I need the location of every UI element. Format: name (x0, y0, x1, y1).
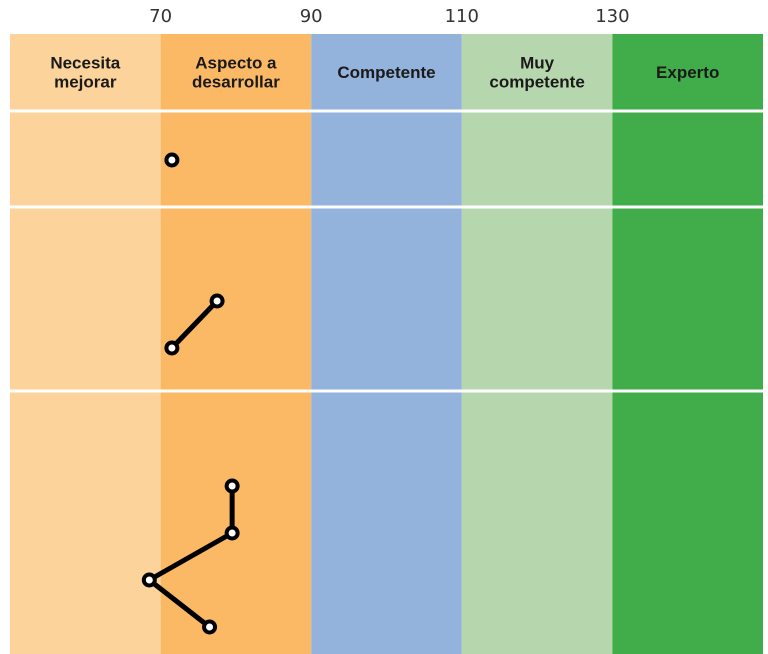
profile-point-1-1 (166, 343, 177, 354)
profile-panel-0 (166, 155, 177, 166)
band-body-1 (161, 110, 312, 654)
x-tick-label-110: 110 (444, 6, 479, 27)
band-label-1-line-1: desarrollar (191, 72, 280, 92)
profile-point-1-0 (212, 296, 223, 307)
score-bands (10, 34, 763, 654)
profile-point-2-2 (144, 575, 155, 586)
band-label-0-line-0: Necesita (50, 53, 121, 73)
band-body-3 (462, 110, 613, 654)
band-label-4-line-0: Experto (656, 63, 720, 82)
x-tick-label-70: 70 (149, 6, 173, 27)
x-tick-label-130: 130 (595, 6, 630, 27)
band-label-3-line-0: Muy (520, 53, 555, 73)
band-body-2 (311, 110, 462, 654)
band-body-0 (10, 110, 161, 654)
band-label-3-line-1: competente (489, 72, 585, 92)
profile-point-2-1 (227, 528, 238, 539)
x-tick-label-90: 90 (299, 6, 323, 27)
profile-point-2-3 (204, 622, 215, 633)
profile-point-2-0 (227, 481, 238, 492)
profile-point-0-0 (166, 155, 177, 166)
band-body-4 (612, 110, 763, 654)
x-tick-labels (149, 6, 629, 27)
band-label-0-line-1: mejorar (54, 72, 117, 92)
band-label-2-line-0: Competente (337, 63, 436, 82)
band-label-1-line-0: Aspecto a (195, 53, 277, 73)
